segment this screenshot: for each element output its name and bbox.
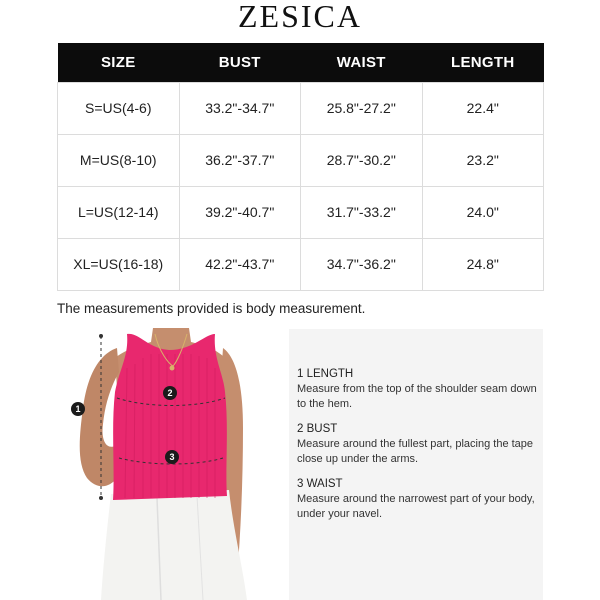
cell-waist: 28.7"-30.2": [301, 134, 423, 186]
cell-bust: 33.2"-34.7": [179, 82, 301, 134]
cell-waist: 25.8"-27.2": [301, 82, 423, 134]
cell-bust: 42.2"-43.7": [179, 238, 301, 290]
guide-length: [297, 367, 537, 412]
cell-size: S=US(4-6): [58, 82, 180, 134]
cell-length: 24.8": [422, 238, 544, 290]
guide-waist-desc: Measure around the narrowest part of your body, under your navel.: [297, 493, 535, 520]
cell-length: 22.4": [422, 82, 544, 134]
table-row: [58, 134, 544, 186]
guide-bust-desc: Measure around the fullest part, placing the tape close up under the arms.: [297, 438, 534, 465]
guide-bust: [297, 422, 537, 467]
table-header-row: [58, 43, 544, 82]
guide-waist: [297, 477, 537, 522]
measurement-note: The measurements provided is body measurement.: [57, 301, 366, 316]
table-row: [58, 238, 544, 290]
cell-size: L=US(12-14): [58, 186, 180, 238]
table-row: [58, 82, 544, 134]
cell-waist: 34.7"-36.2": [301, 238, 423, 290]
cell-size: XL=US(16-18): [58, 238, 180, 290]
table-row: [58, 186, 544, 238]
cell-bust: 36.2"-37.7": [179, 134, 301, 186]
header-length: LENGTH: [422, 43, 544, 82]
cell-length: 24.0": [422, 186, 544, 238]
header-waist: WAIST: [301, 43, 423, 82]
cell-bust: 39.2"-40.7": [179, 186, 301, 238]
header-bust: BUST: [179, 43, 301, 82]
cell-waist: 31.7"-33.2": [301, 186, 423, 238]
guide-length-desc: Measure from the top of the shoulder seam down to the hem.: [297, 383, 537, 410]
marker-2-bust: 2: [163, 386, 177, 400]
guide-length-title: 1 LENGTH: [297, 368, 354, 380]
model-illustration: [57, 328, 284, 600]
guide-bust-title: 2 BUST: [297, 423, 338, 435]
brand-logo: ZESICA: [238, 0, 362, 34]
header-size: SIZE: [58, 43, 180, 82]
model-photo: [57, 328, 284, 600]
measurement-guide-panel: [289, 329, 543, 600]
cell-size: M=US(8-10): [58, 134, 180, 186]
marker-1-length: 1: [71, 402, 85, 416]
marker-3-waist: 3: [165, 450, 179, 464]
cell-length: 23.2": [422, 134, 544, 186]
size-chart-table: [57, 43, 544, 291]
guide-waist-title: 3 WAIST: [297, 478, 343, 490]
